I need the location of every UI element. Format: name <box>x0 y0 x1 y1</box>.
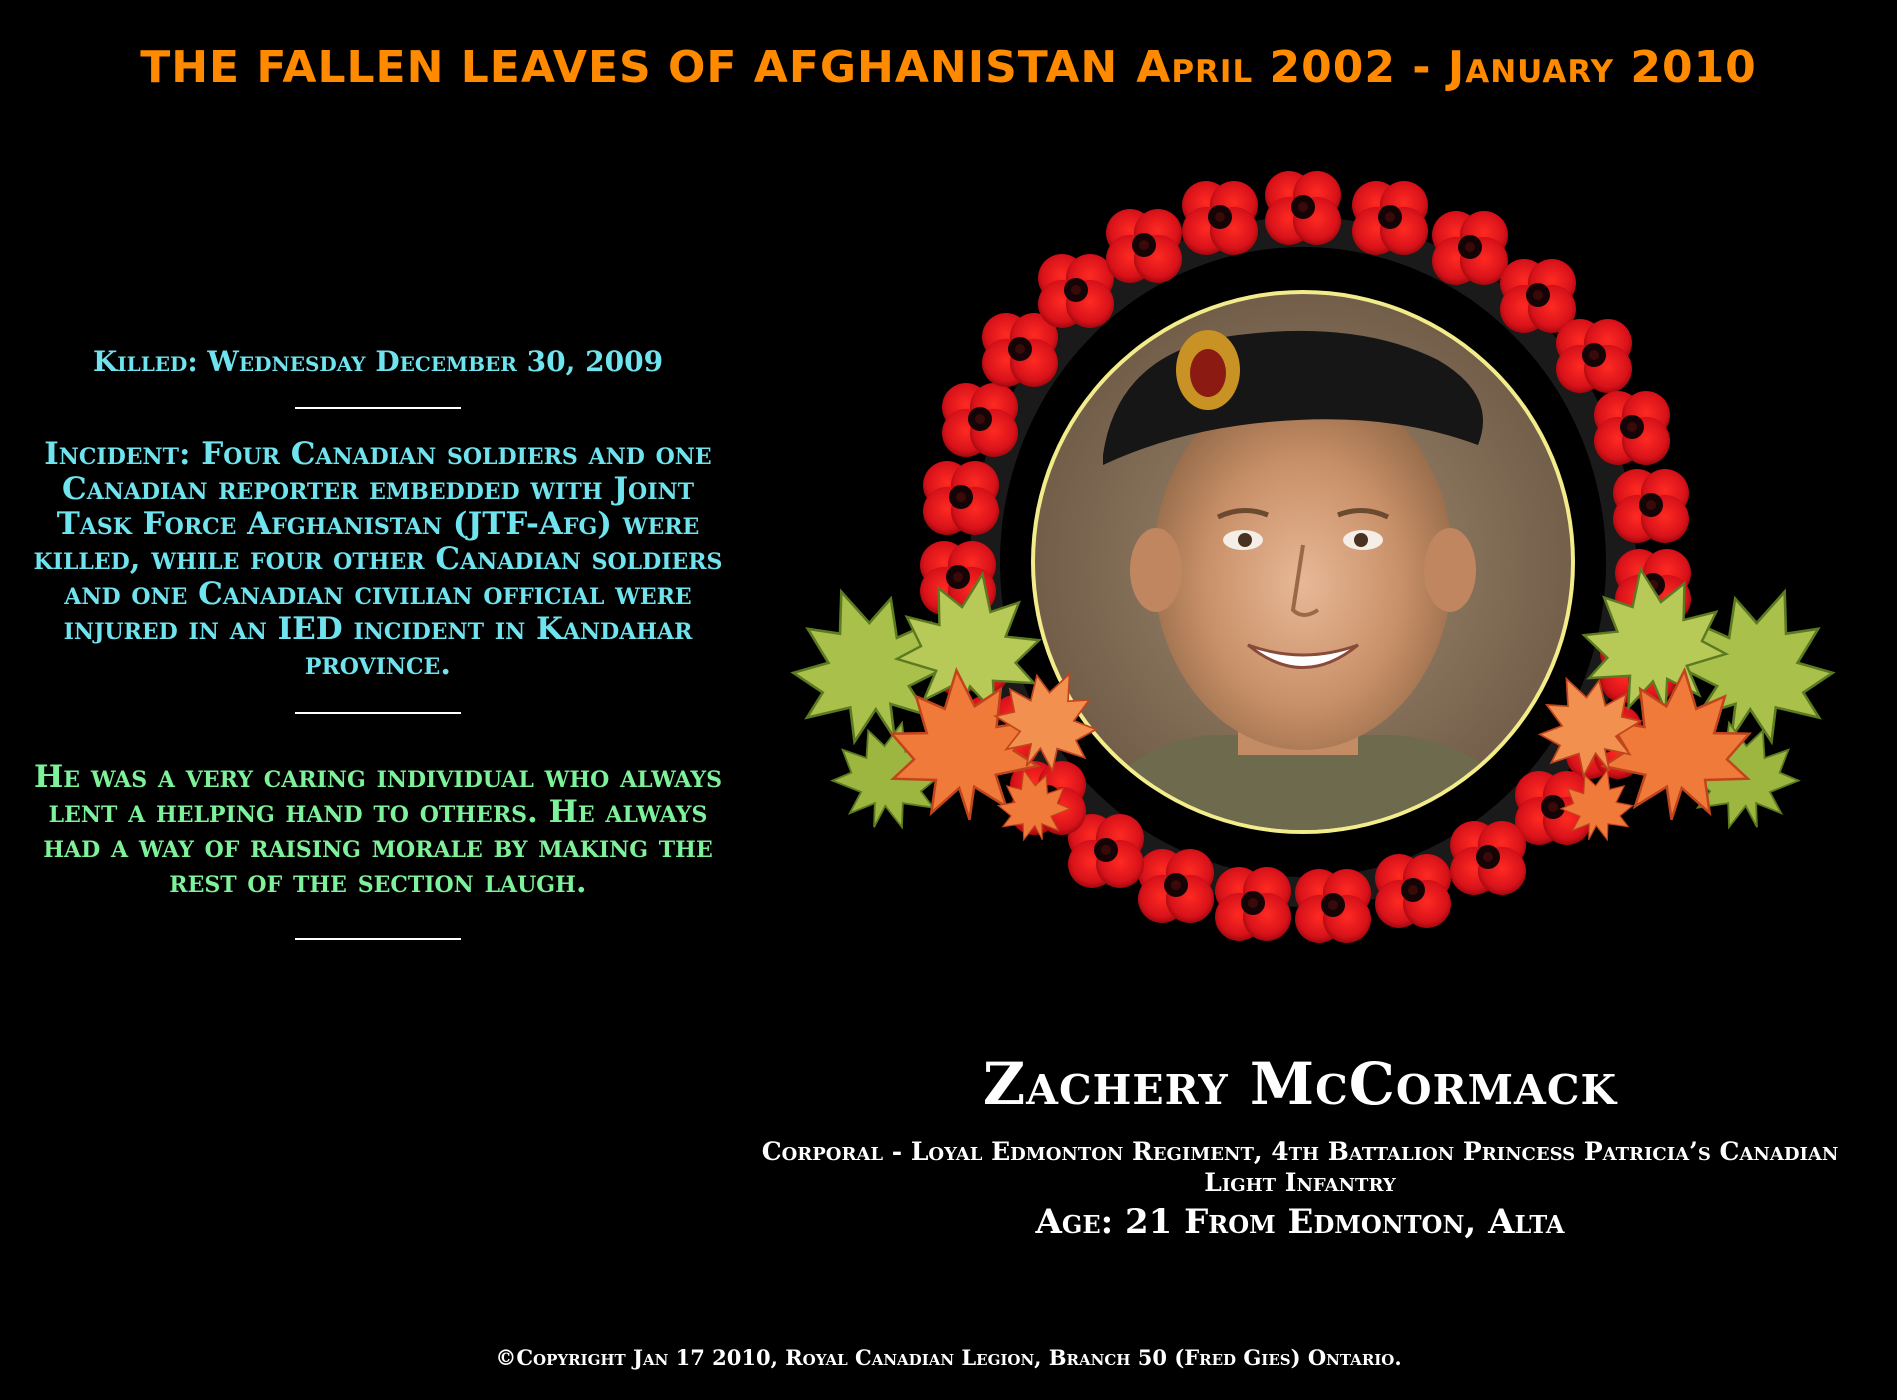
soldier-rank-unit: Corporal - Loyal Edmonton Regiment, 4th Battalion Princess Patricia’s Canadian Light Infantry <box>761 1137 1839 1197</box>
divider <box>295 712 461 714</box>
title-dates: April 2002 - January 2010 <box>1136 42 1757 93</box>
killed-date: Killed: Wednesday December 30, 2009 <box>92 345 664 378</box>
copyright-footer: ©Copyright Jan 17 2010, Royal Canadian Legion, Branch 50 (Fred Gies) Ontario. <box>495 1345 1402 1370</box>
poppy-wreath <box>758 145 1848 975</box>
title-text: THE FALLEN LEAVES OF AFGHANISTAN <box>140 42 1119 93</box>
details-panel <box>14 345 742 940</box>
soldier-portrait <box>1028 285 1588 845</box>
tribute-text: He was a very caring individual who always lent a helping hand to others. He always had a way of raising morale by making the rest of the section laugh. <box>34 759 722 900</box>
divider <box>295 938 461 940</box>
page-title <box>0 42 1897 93</box>
soldier-age-home: Age: 21 From Edmonton, Alta <box>1035 1202 1565 1242</box>
soldier-name: Zachery McCormack <box>982 1050 1618 1118</box>
divider <box>295 407 461 409</box>
incident-text: Incident: Four Canadian soldiers and one Canadian reporter embedded with Joint Task Force Afghanistan (JTF-Afg) were killed, while four other Canadian soldiers and one Canadian civilian official were injured in an IED incident in Kandahar province. <box>33 436 723 682</box>
